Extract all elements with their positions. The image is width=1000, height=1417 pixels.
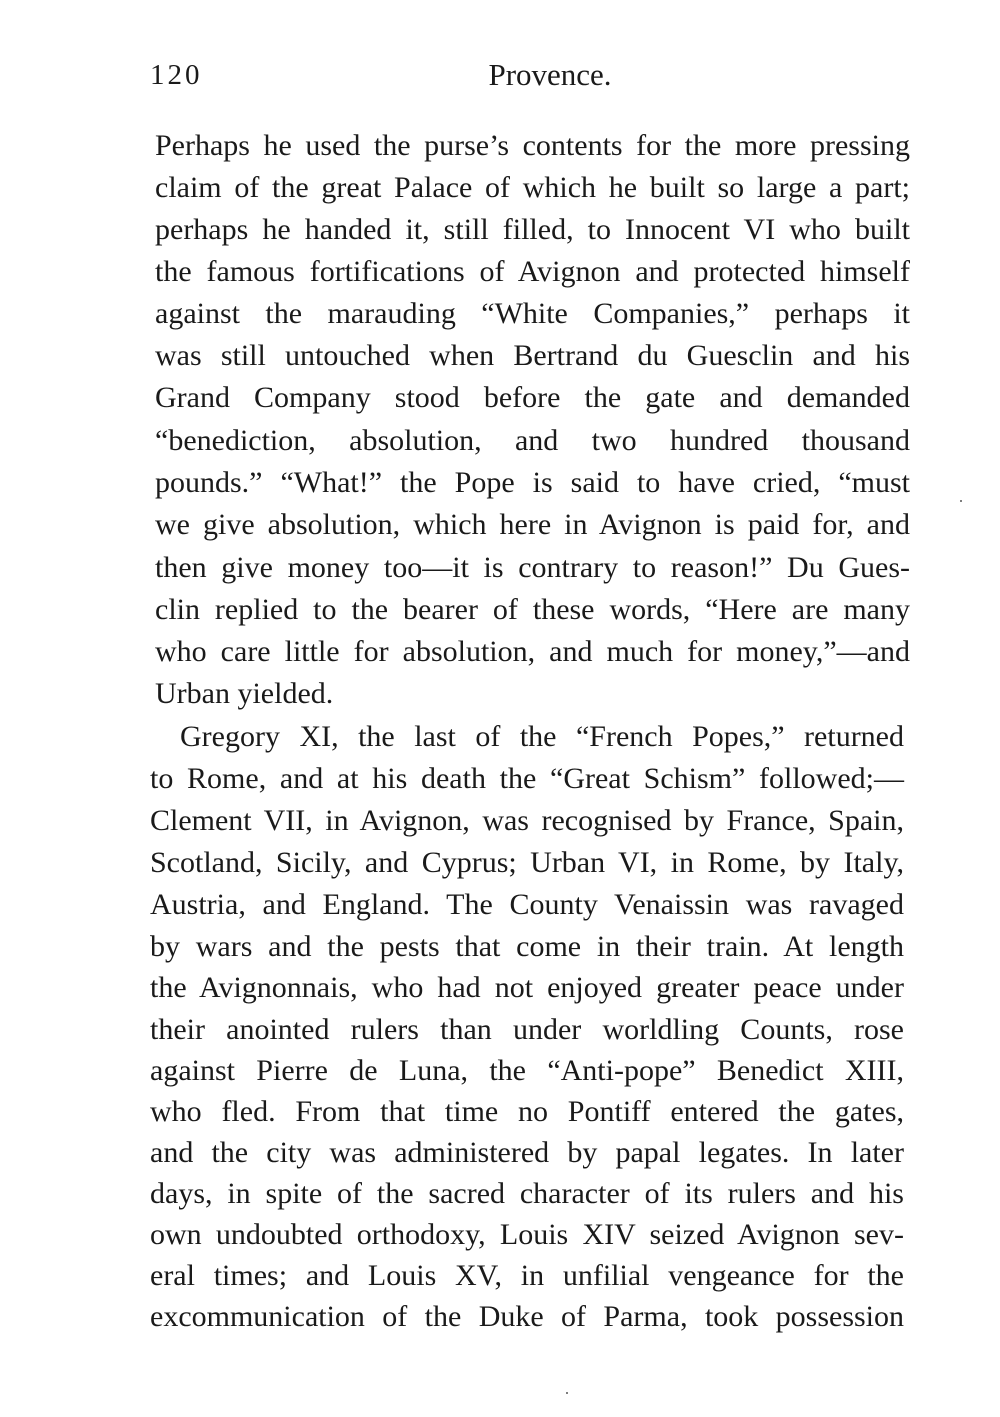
text-line: Gregory XI, the last of the “French Popes,” returned (180, 720, 904, 753)
page-number: 120 (150, 59, 203, 91)
scan-speck (566, 1392, 568, 1394)
text-line: pounds.” “What!” the Pope is said to have cried, “must (155, 466, 910, 499)
text-line: “benediction, absolution, and two hundred thousand (155, 424, 910, 457)
text-line: eral times; and Louis XV, in unfilial vengeance for the (150, 1259, 904, 1292)
text-line: against the marauding “White Companies,” perhaps it (155, 297, 910, 330)
text-line: clin replied to the bearer of these words, “Here are many (155, 593, 910, 626)
text-line: perhaps he handed it, still filled, to Innocent VI who built (155, 213, 910, 246)
text-line: Scotland, Sicily, and Cyprus; Urban VI, in Rome, by Italy, (150, 846, 904, 879)
text-line: Austria, and England. The County Venaissin was ravaged (150, 888, 904, 921)
text-line: their anointed rulers than under worldling Counts, rose (150, 1013, 904, 1046)
text-line: and the city was administered by papal legates. In later (150, 1136, 904, 1169)
running-title: Provence. (488, 57, 612, 92)
text-line: claim of the great Palace of which he built so large a part; (155, 171, 910, 204)
page-header (150, 52, 910, 98)
text-line: excommunication of the Duke of Parma, took possession (150, 1300, 904, 1333)
text-line: Clement VII, in Avignon, was recognised by France, Spain, (150, 804, 904, 837)
text-line: against Pierre de Luna, the “Anti-pope” Benedict XIII, (150, 1054, 904, 1087)
scan-speck (960, 500, 962, 502)
text-line: own undoubted orthodoxy, Louis XIV seized Avignon sev- (150, 1218, 904, 1251)
text-line: the Avignonnais, who had not enjoyed greater peace under (150, 971, 904, 1004)
text-line: Perhaps he used the purse’s contents for the more pressing (155, 129, 910, 162)
text-line: the famous fortifications of Avignon and protected himself (155, 255, 910, 288)
text-line: to Rome, and at his death the “Great Schism” followed;— (150, 762, 904, 795)
text-line: was still untouched when Bertrand du Guesclin and his (155, 339, 910, 372)
text-line: who fled. From that time no Pontiff entered the gates, (150, 1095, 904, 1128)
text-line: days, in spite of the sacred character of its rulers and his (150, 1177, 904, 1210)
text-line: then give money too—it is contrary to reason!” Du Gues- (155, 551, 910, 584)
text-line: who care little for absolution, and much for money,”—and (155, 635, 910, 668)
text-line: Grand Company stood before the gate and demanded (155, 381, 910, 414)
text-line: we give absolution, which here in Avignon is paid for, and (155, 508, 910, 541)
text-line: Urban yielded. (155, 677, 334, 710)
text-line: by wars and the pests that come in their train. At length (150, 930, 904, 963)
